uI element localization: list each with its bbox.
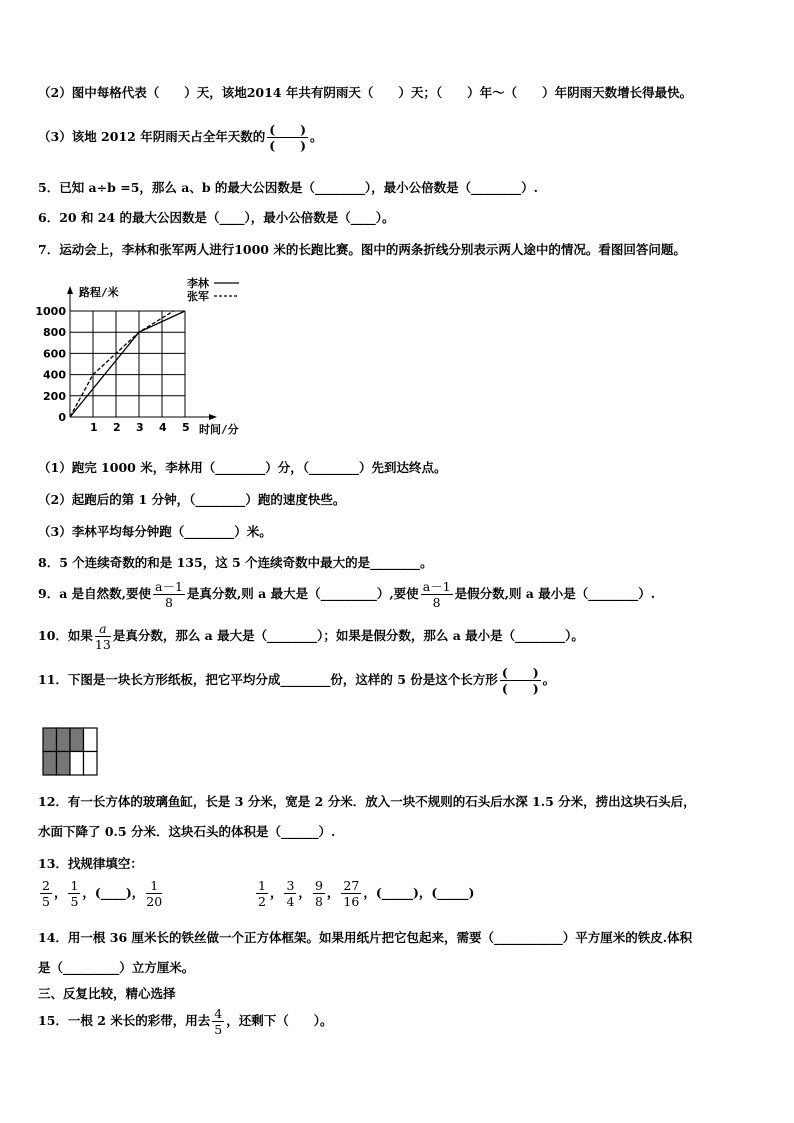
question-5: 5．已知 a÷b =5，那么 a、b 的最大公因数是（________），最小公倍数是（________）. [38,180,539,195]
y-tick-label: 800 [43,326,66,340]
x-tick-label: 2 [113,421,121,434]
fraction: $\frac{27}{16}$ [343,878,360,909]
fraction: $\frac{9}{8}$ [314,878,323,909]
question-12-line-1: 12．有一长方体的玻璃鱼缸，长是 3 分米，宽是 2 分米．放入一块不规则的石头后水深 1.5 分米，捞出这块石头后， [38,794,696,809]
question-3-of-previous [38,122,323,153]
question-9 [38,579,655,610]
rectangle-part [70,728,84,752]
chart-ticks [35,305,189,434]
question-15 [38,1006,333,1037]
rectangle-part [57,752,71,776]
fraction: $\frac{a-1}{8}$ [422,579,451,610]
question-7: 7．运动会上，李林和张军两人进行1000 米的长跑比赛。图中的两条折线分别表示两人途中的情况。看图回答问题。 [38,242,686,257]
x-tick-label: 4 [159,421,167,434]
rectangle-part [43,752,57,776]
question-6: 6．20 和 24 的最大公因数是（____），最小公倍数是（____）。 [38,210,395,225]
question-11 [38,665,555,696]
chart-xlabel: 时间/分 [199,423,239,436]
race-line-chart [34,276,264,446]
question-13-sequence-2: $\frac{1}{2}$ ， $\frac{3}{4}$ ， $\frac{9}{8}$ ， $\frac{27}{16}$ ，(_____)，(_____) [258,878,475,909]
q10-b: 是真分数，那么 a 最大是（________）；如果是假分数，那么 a 最小是（________）。 [112,628,584,643]
section-3-heading: 三、反复比较，精心选择 [38,986,176,1001]
seq2-blank: ，(_____)，(_____) [363,885,475,900]
chart-lines [70,311,185,417]
q9-b: 是真分数,则 a 最大是（_________）,要使 [186,586,419,601]
fraction: $\frac{2}{5}$ [42,878,50,909]
q9-a: 9．a 是自然数,要使 [38,586,152,601]
rectangle-part [43,728,57,752]
y-tick-label: 1000 [35,305,66,318]
q11-end: 。 [542,672,556,687]
question-14-line-2: 是（_________）立方厘米。 [38,960,195,975]
series-line-zhangjun [70,311,174,417]
chart-grid [70,311,185,417]
fraction: $\frac{4}{5}$ [214,1006,223,1037]
fraction: $\frac{3}{4}$ [286,878,295,909]
y-tick-label: 200 [43,389,66,403]
question-7-3: （3）李林平均每分钟跑（________）米。 [38,524,272,539]
x-tick-label: 3 [136,421,144,434]
fraction: $\frac{a-1}{8}$ [155,579,183,610]
question-10 [38,621,584,652]
series-line-lilin [70,311,185,417]
x-tick-label: 5 [182,421,190,434]
q15-b: ，还剩下（ ）。 [226,1013,333,1028]
x-axis-arrow [209,414,217,420]
question-14-line-1: 14．用一根 36 厘米长的铁丝做一个正方体框架。如果用纸片把它包起来，需要（___________）平方厘米的铁皮.体积 [38,930,693,945]
rectangle-divided-diagram [42,727,100,777]
question-7-1: （1）跑完 1000 米，李林用（________）分，（________）先到达终点。 [38,460,447,475]
q10-a: 10．如果 [38,628,93,643]
q11-a: 11．下图是一块长方形纸板，把它平均分成________份，这样的 5 份是这个长方形 [38,672,498,687]
chart-legend [187,276,239,303]
fraction: $\frac{1}{20}$ [146,878,163,909]
question-8: 8．5 个连续奇数的和是 135，这 5 个连续奇数中最大的是________。 [38,555,433,570]
y-tick-label: 0 [58,411,66,424]
fraction: $\frac{1}{5}$ [70,878,79,909]
chart-ylabel: 路程/米 [79,286,119,299]
rectangle-part [70,752,84,776]
rectangle-part [84,752,98,776]
q3-text: （3）该地 2012 年阴雨天占全年天数的 [38,129,266,144]
fraction: $\frac{a}{13}$ [94,621,111,652]
fraction-blank: $\frac{( )}{( )}$ [269,122,307,153]
legend-label: 李林 [187,277,209,290]
q15-a: 15．一根 2 米长的彩带，用去 [38,1013,211,1028]
question-7-2: （2）起跑后的第 1 分钟，（________）跑的速度快些。 [38,492,346,507]
y-axis-arrow [67,286,73,294]
rectangle-part [57,728,71,752]
question-13: 13．找规律填空： [38,856,143,871]
question-12-line-2: 水面下降了 0.5 分米．这块石头的体积是（______）. [38,824,336,839]
y-tick-label: 400 [43,368,66,382]
q9-c: 是假分数,则 a 最小是（________）. [454,586,656,601]
seq1-blank: ，(____)， [82,885,145,900]
question-2-of-previous: （2）图中每格代表（ ）天，该地2014 年共有阴雨天（ ）天；（ ）年～（ ）年阴雨天数增长得最快。 [38,85,693,100]
rectangle-part [84,728,98,752]
q3-end: 。 [310,129,323,144]
x-tick-label: 1 [90,421,98,434]
y-tick-label: 600 [43,347,66,361]
fraction-blank: $\frac{( )}{( )}$ [501,665,539,696]
legend-label: 张军 [187,290,209,303]
fraction: $\frac{1}{2}$ [258,878,266,909]
question-13-sequence-1: $\frac{2}{5}$ ， $\frac{1}{5}$ ，(____)， $\frac{1}{20}$ [42,878,163,909]
